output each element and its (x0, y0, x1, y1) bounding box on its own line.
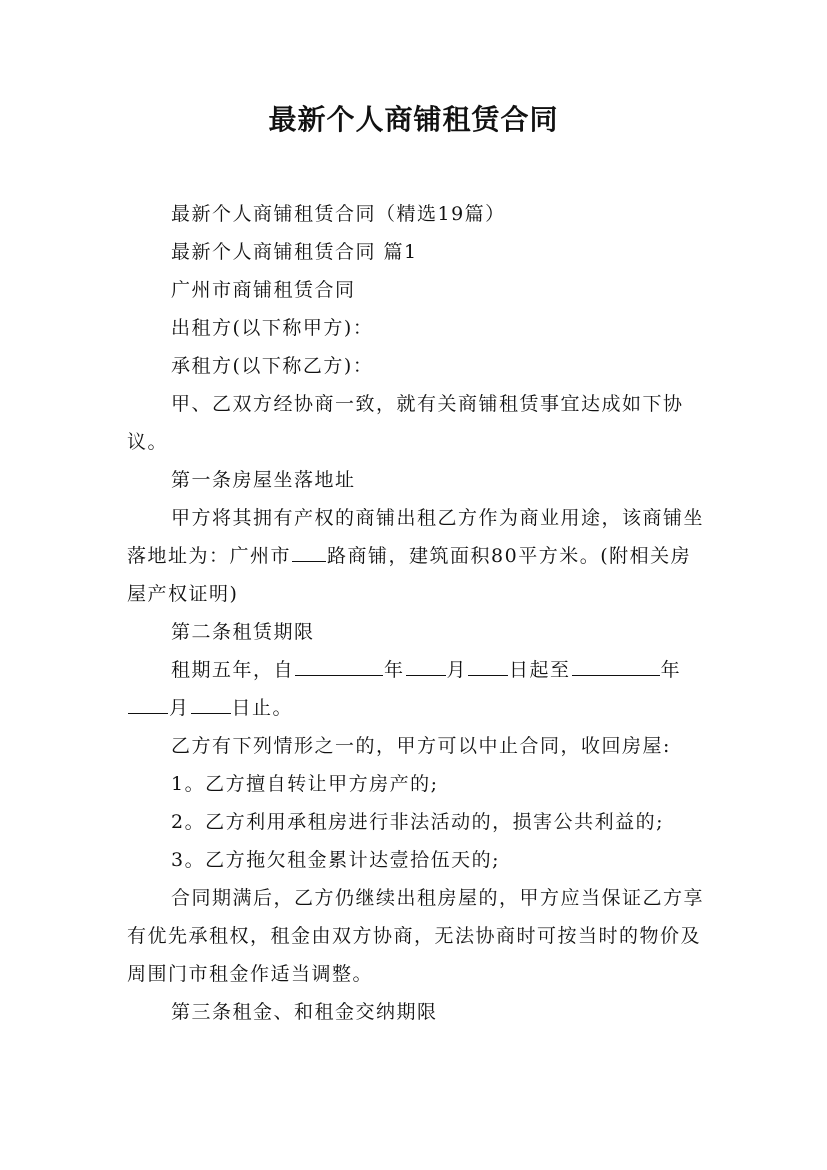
list-item-2: 2。乙方利用承租房进行非法活动的，损害公共利益的; (171, 811, 664, 833)
paragraph-lessor: 出租方(以下称甲方)： (171, 317, 374, 339)
paragraph-location (127, 499, 707, 613)
location-text-after: 路商铺，建筑面积80平方米。(附相关房屋产权证明) (127, 545, 692, 605)
paragraph-subtitle: 最新个人商铺租赁合同（精选19篇） (171, 203, 506, 225)
paragraph-agreement: 甲、乙双方经协商一致，就有关商铺租赁事宜达成如下协议。 (127, 393, 684, 453)
section-heading-location: 第一条房屋坐落地址 (171, 469, 356, 491)
term-text-g: 日止。 (231, 697, 294, 719)
start-month-blank (406, 653, 446, 676)
term-text-f: 月 (169, 697, 190, 719)
road-name-blank (292, 539, 326, 562)
document-title: 最新个人商铺租赁合同 (268, 103, 559, 136)
paragraph-termination: 乙方有下列情形之一的，甲方可以中止合同，收回房屋: (171, 735, 671, 757)
paragraph-chapter: 最新个人商铺租赁合同 篇1 (171, 241, 418, 263)
section-heading-rent: 第三条租金、和租金交纳期限 (171, 1001, 438, 1023)
term-text-e: 年 (660, 659, 682, 681)
paragraph-contract-name: 广州市商铺租赁合同 (171, 279, 356, 301)
list-item-1: 1。乙方擅自转让甲方房产的; (171, 773, 439, 795)
term-text-d: 日起至 (509, 659, 571, 681)
list-item-3: 3。乙方拖欠租金累计达壹拾伍天的; (171, 849, 500, 871)
end-day-blank (191, 691, 231, 714)
term-text-b: 年 (384, 659, 405, 681)
paragraph-lessee: 承租方(以下称乙方)： (171, 355, 374, 377)
document-body (127, 195, 707, 1031)
start-year-blank (295, 653, 383, 676)
section-heading-term: 第二条租赁期限 (171, 621, 315, 643)
paragraph-renewal: 合同期满后，乙方仍继续出租房屋的，甲方应当保证乙方享有优先承租权，租金由双方协商，无法协商时可按当时的物价及周围门市租金作适当调整。 (127, 887, 705, 985)
end-year-blank (572, 653, 660, 676)
start-day-blank (468, 653, 508, 676)
term-text-a: 租期五年，自 (171, 659, 295, 681)
location-text-before: 甲方将其拥有产权的商铺出租乙方作为商业用途，该商铺坐落地址为：广州市 (127, 507, 705, 567)
term-text-c: 月 (446, 659, 468, 681)
paragraph-term (127, 651, 707, 727)
end-month-blank (128, 691, 168, 714)
